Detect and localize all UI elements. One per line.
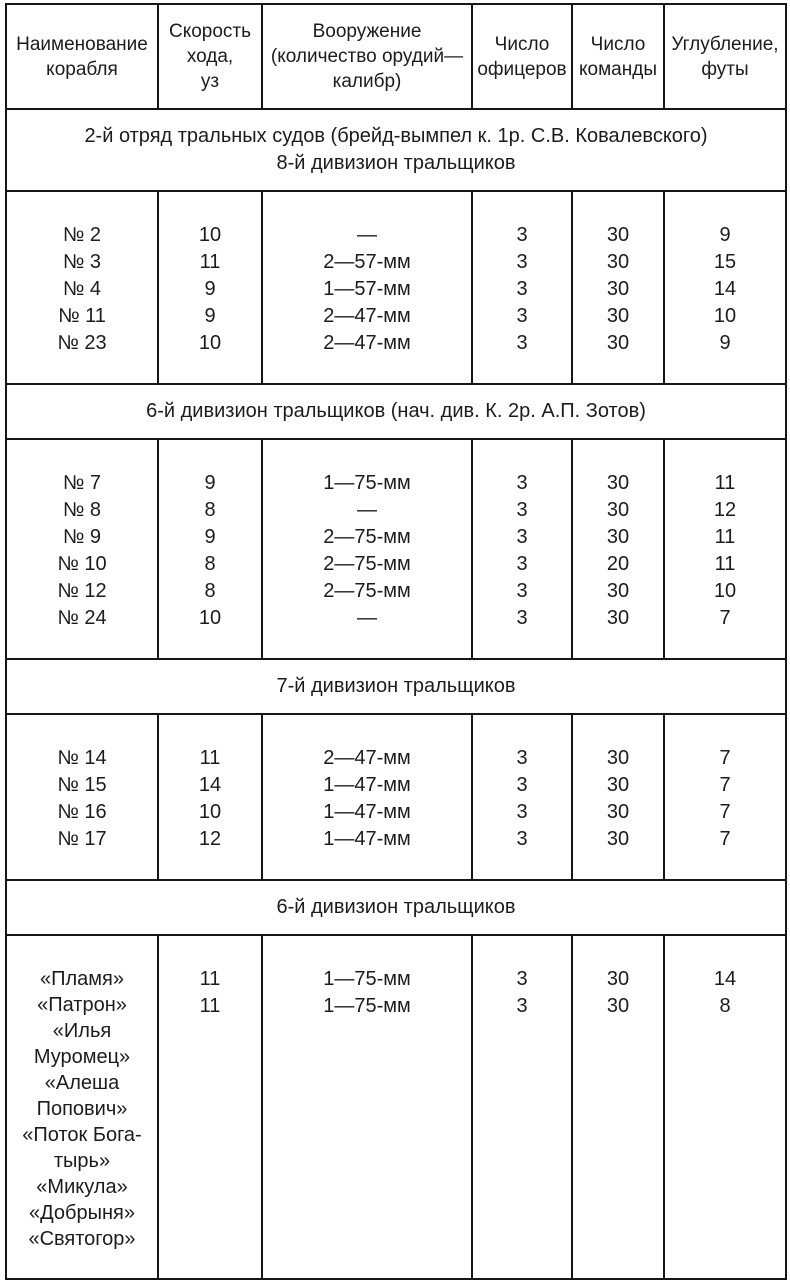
header-row bbox=[6, 4, 786, 109]
cell-value: 30 bbox=[606, 305, 630, 327]
cell-value: 9 bbox=[719, 332, 731, 354]
ship-name-list-cell bbox=[6, 935, 158, 1279]
cell-value: 1—75-мм bbox=[323, 968, 411, 990]
data-cell bbox=[572, 191, 664, 384]
column-header-line: Скорость bbox=[168, 21, 252, 42]
cell-value: 7 bbox=[719, 801, 731, 823]
cell-value: 2—75-мм bbox=[323, 580, 411, 602]
column-header-line: Наименование bbox=[16, 33, 148, 55]
data-cell bbox=[262, 439, 472, 659]
cell-value: 8 bbox=[719, 995, 731, 1017]
data-cell bbox=[262, 935, 472, 1279]
minesweepers-table bbox=[5, 3, 787, 1280]
ship-name: «Святогор» bbox=[28, 1228, 136, 1250]
section-title-line: 7-й дивизион тральщиков bbox=[276, 675, 516, 697]
ship-name: № 9 bbox=[62, 526, 102, 548]
ship-name: № 11 bbox=[58, 305, 106, 327]
cell-value: 8 bbox=[204, 580, 216, 602]
cell-value: 10 bbox=[198, 332, 222, 354]
data-cell bbox=[472, 439, 572, 659]
cell-value: 12 bbox=[198, 828, 222, 850]
data-cell bbox=[572, 935, 664, 1279]
cell-value: 15 bbox=[713, 251, 737, 273]
cell-value: 11 bbox=[714, 553, 736, 575]
data-cell bbox=[572, 714, 664, 880]
ship-name: «Поток Бога- bbox=[22, 1124, 142, 1146]
cell-value: 14 bbox=[198, 774, 222, 796]
column-header-line: Число bbox=[590, 33, 646, 55]
cell-value: 10 bbox=[713, 580, 737, 602]
cell-value: 3 bbox=[516, 747, 528, 769]
column-header-line: Углубление, bbox=[671, 33, 779, 55]
cell-value: 11 bbox=[199, 995, 221, 1017]
data-cell bbox=[158, 439, 262, 659]
cell-value: 20 bbox=[606, 553, 630, 575]
cell-value: 30 bbox=[606, 499, 630, 521]
ship-name: тырь» bbox=[53, 1150, 111, 1172]
section-title-row bbox=[6, 384, 786, 439]
ship-name: № 24 bbox=[57, 607, 107, 629]
column-header-4 bbox=[572, 4, 664, 109]
section-title-line: 8-й дивизион тральщиков bbox=[276, 152, 516, 174]
cell-value: 3 bbox=[516, 526, 528, 548]
ship-name-cell bbox=[6, 439, 158, 659]
ship-name: № 15 bbox=[57, 774, 107, 796]
section-data-block bbox=[6, 191, 786, 384]
ship-name: «Микула» bbox=[36, 1176, 128, 1198]
column-header-5 bbox=[664, 4, 786, 109]
data-cell bbox=[262, 714, 472, 880]
ship-name: «Илья bbox=[52, 1020, 112, 1042]
ship-name: № 3 bbox=[62, 251, 102, 273]
cell-value: 30 bbox=[606, 278, 630, 300]
cell-value: 11 bbox=[199, 968, 221, 990]
section-title-line: 6-й дивизион тральщиков (нач. див. К. 2р. А.П. Зотов) bbox=[146, 400, 646, 422]
cell-value: 30 bbox=[606, 526, 630, 548]
data-cell bbox=[158, 191, 262, 384]
data-cell bbox=[472, 191, 572, 384]
ship-name: Муромец» bbox=[33, 1046, 131, 1068]
cell-value: 10 bbox=[713, 305, 737, 327]
cell-value: 2—75-мм bbox=[323, 553, 411, 575]
cell-value: 3 bbox=[516, 774, 528, 796]
cell-value: 3 bbox=[516, 499, 528, 521]
ship-name: «Патрон» bbox=[37, 994, 127, 1016]
cell-value: 3 bbox=[516, 472, 528, 494]
cell-value: 7 bbox=[719, 774, 731, 796]
cell-value: 30 bbox=[606, 747, 630, 769]
data-cell bbox=[158, 714, 262, 880]
cell-value: 30 bbox=[606, 332, 630, 354]
table-header bbox=[6, 4, 786, 109]
cell-value: 1—47-мм bbox=[323, 801, 411, 823]
ship-name: «Пламя» bbox=[40, 968, 124, 990]
cell-value: 2—47-мм bbox=[323, 305, 411, 327]
cell-value: 30 bbox=[606, 224, 630, 246]
ship-name: № 2 bbox=[62, 224, 102, 246]
column-header-line: Число bbox=[494, 33, 550, 55]
cell-value: 3 bbox=[516, 553, 528, 575]
section-title bbox=[6, 384, 786, 439]
cell-value: 3 bbox=[516, 224, 528, 246]
cell-value: 30 bbox=[606, 968, 630, 990]
column-header-0 bbox=[6, 4, 158, 109]
cell-value: 1—75-мм bbox=[323, 995, 411, 1017]
cell-value: 12 bbox=[713, 499, 737, 521]
cell-value: 3 bbox=[516, 968, 528, 990]
data-cell bbox=[472, 714, 572, 880]
cell-value: 3 bbox=[516, 251, 528, 273]
ship-name: № 7 bbox=[62, 472, 102, 494]
ship-name: № 8 bbox=[62, 499, 102, 521]
cell-value: 11 bbox=[199, 747, 221, 769]
cell-value: 7 bbox=[719, 747, 731, 769]
section-title-row bbox=[6, 880, 786, 935]
table-body bbox=[6, 109, 786, 1279]
section-title-line: 2-й отряд тральных судов (брейд-вымпел к. 1р. С.В. Ковалевского) bbox=[84, 125, 708, 147]
cell-value: 30 bbox=[606, 251, 630, 273]
data-cell bbox=[664, 439, 786, 659]
cell-value: 2—57-мм bbox=[323, 251, 411, 273]
cell-value: 1—47-мм bbox=[323, 774, 411, 796]
cell-value: 30 bbox=[606, 995, 630, 1017]
section-data-block bbox=[6, 439, 786, 659]
section-data-block bbox=[6, 714, 786, 880]
column-header-line: (количество орудий— bbox=[270, 46, 464, 67]
cell-value: 11 bbox=[199, 251, 221, 273]
cell-value: 3 bbox=[516, 305, 528, 327]
cell-value: 10 bbox=[198, 801, 222, 823]
data-cell bbox=[472, 935, 572, 1279]
section-title bbox=[6, 880, 786, 935]
ship-name: Попович» bbox=[36, 1098, 128, 1120]
cell-value: 30 bbox=[606, 580, 630, 602]
ship-name: № 14 bbox=[57, 747, 107, 769]
cell-value: 9 bbox=[204, 305, 216, 327]
cell-value: 3 bbox=[516, 995, 528, 1017]
data-cell bbox=[572, 439, 664, 659]
data-cell bbox=[664, 191, 786, 384]
cell-value: 1—75-мм bbox=[323, 472, 411, 494]
cell-value: 30 bbox=[606, 607, 630, 629]
ship-name-cell bbox=[6, 191, 158, 384]
ship-name: № 16 bbox=[57, 801, 107, 823]
column-header-2 bbox=[262, 4, 472, 109]
cell-value: 2—75-мм bbox=[323, 526, 411, 548]
column-header-line: калибр) bbox=[332, 71, 402, 92]
column-header-line: офицеров bbox=[477, 58, 567, 80]
cell-value: 1—57-мм bbox=[323, 278, 411, 300]
column-header-line: хода, bbox=[186, 46, 234, 67]
cell-value: 9 bbox=[719, 224, 731, 246]
ship-name: № 10 bbox=[57, 553, 107, 575]
cell-value: 7 bbox=[719, 828, 731, 850]
cell-value: — bbox=[357, 607, 377, 629]
column-header-line: футы bbox=[701, 58, 749, 80]
column-header-3 bbox=[472, 4, 572, 109]
cell-value: 3 bbox=[516, 828, 528, 850]
section-data-block bbox=[6, 935, 786, 1279]
ship-name: «Добрыня» bbox=[29, 1202, 135, 1224]
cell-value: 14 bbox=[713, 278, 737, 300]
cell-value: 3 bbox=[516, 607, 528, 629]
section-title-row bbox=[6, 109, 786, 191]
cell-value: 10 bbox=[198, 607, 222, 629]
cell-value: 10 bbox=[198, 224, 222, 246]
section-title bbox=[6, 659, 786, 714]
cell-value: 3 bbox=[516, 278, 528, 300]
cell-value: 2—47-мм bbox=[323, 332, 411, 354]
cell-value: 30 bbox=[606, 801, 630, 823]
cell-value: 14 bbox=[713, 968, 737, 990]
cell-value: 1—47-мм bbox=[323, 828, 411, 850]
cell-value: 30 bbox=[606, 828, 630, 850]
section-title bbox=[6, 109, 786, 191]
ship-name: «Алеша bbox=[44, 1072, 120, 1094]
cell-value: 3 bbox=[516, 332, 528, 354]
ship-name: № 4 bbox=[62, 278, 102, 300]
data-cell bbox=[262, 191, 472, 384]
column-header-line: команды bbox=[579, 58, 657, 80]
column-header-line: корабля bbox=[46, 58, 118, 80]
cell-value: 8 bbox=[204, 499, 216, 521]
cell-value: 3 bbox=[516, 801, 528, 823]
column-header-1 bbox=[158, 4, 262, 109]
ship-name: № 12 bbox=[57, 580, 107, 602]
ship-name: № 17 bbox=[57, 828, 107, 850]
cell-value: 2—47-мм bbox=[323, 747, 411, 769]
data-cell bbox=[664, 935, 786, 1279]
cell-value: — bbox=[357, 499, 377, 521]
section-title-row bbox=[6, 659, 786, 714]
cell-value: 9 bbox=[204, 472, 216, 494]
column-header-line: уз bbox=[200, 71, 220, 92]
ship-name-cell bbox=[6, 714, 158, 880]
cell-value: 9 bbox=[204, 278, 216, 300]
cell-value: 9 bbox=[204, 526, 216, 548]
cell-value: 7 bbox=[719, 607, 731, 629]
column-header-line: Вооружение bbox=[312, 21, 422, 42]
section-title-line: 6-й дивизион тральщиков bbox=[276, 896, 516, 918]
cell-value: 8 bbox=[204, 553, 216, 575]
cell-value: 3 bbox=[516, 580, 528, 602]
data-cell bbox=[664, 714, 786, 880]
cell-value: 11 bbox=[714, 526, 736, 548]
cell-value: — bbox=[357, 224, 377, 246]
data-cell bbox=[158, 935, 262, 1279]
cell-value: 30 bbox=[606, 774, 630, 796]
cell-value: 11 bbox=[714, 472, 736, 494]
ship-name: № 23 bbox=[57, 332, 107, 354]
cell-value: 30 bbox=[606, 472, 630, 494]
